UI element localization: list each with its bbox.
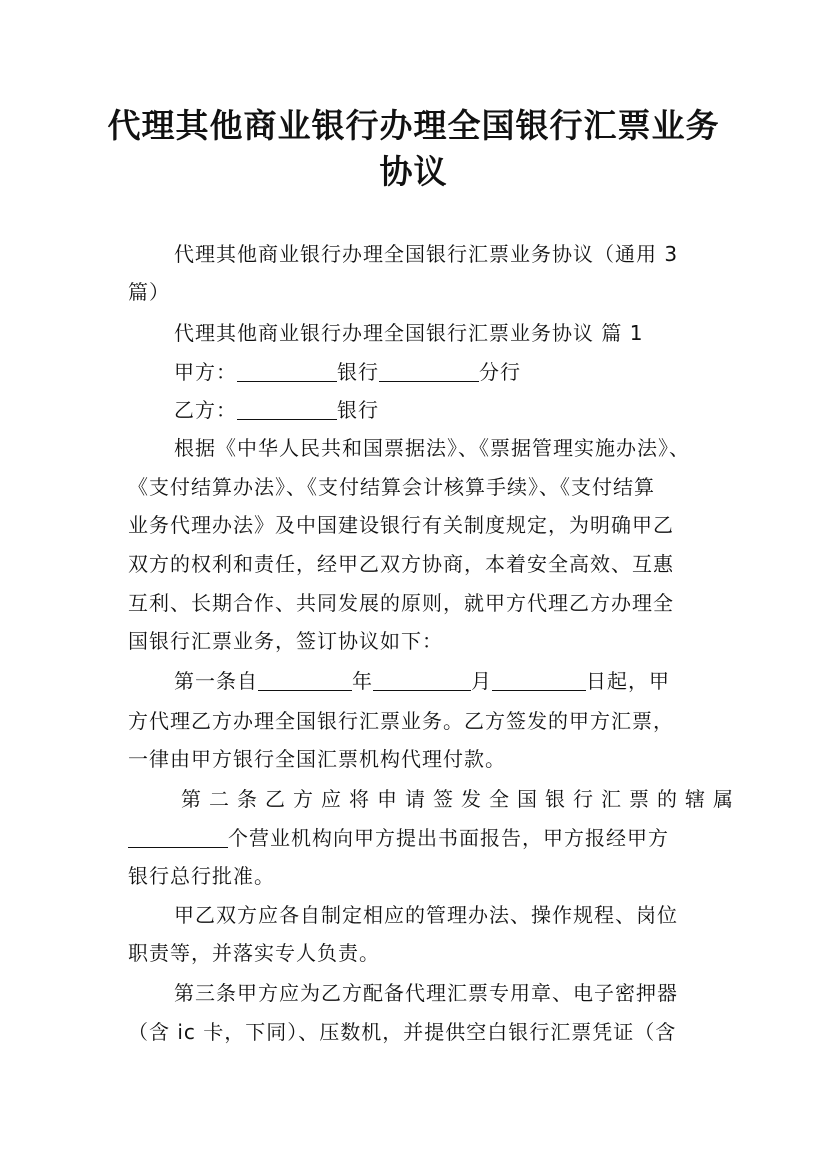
year-blank [258, 670, 352, 691]
party-a-branch-text: 分行 [479, 360, 521, 384]
paragraph-line: 篇） [128, 280, 170, 304]
document-title-line-1: 代理其他商业银行办理全国银行汇票业务 [107, 106, 720, 145]
year-text: 年 [352, 669, 373, 693]
paragraph-line: 方代理乙方办理全国银行汇票业务。乙方签发的甲方汇票， [128, 709, 674, 733]
article-1-line [174, 667, 774, 695]
paragraph-line: 根据《中华人民共和国票据法》、《票据管理实施办法》、 [174, 436, 690, 460]
party-a-bank-text: 银行 [337, 360, 379, 384]
article-2-continuation [128, 824, 728, 852]
party-b-label: 乙方： [174, 398, 237, 422]
paragraph-line: 职责等，并落实专人负责。 [128, 941, 380, 965]
article-2-tail: 个营业机构向甲方提出书面报告，甲方报经甲方 [228, 826, 669, 850]
party-a-label: 甲方： [174, 360, 237, 384]
paragraph-line: 互利、长期合作、共同发展的原则，就甲方代理乙方办理全 [128, 591, 674, 615]
paragraph-line: 一律由甲方银行全国汇票机构代理付款。 [128, 747, 506, 771]
day-text: 日起，甲 [586, 669, 670, 693]
article-1-start: 第一条自 [174, 669, 258, 693]
branch-count-blank [128, 827, 228, 848]
section-heading: 代理其他商业银行办理全国银行汇票业务协议 篇 1 [174, 321, 644, 345]
party-a-bank-blank [237, 361, 337, 382]
paragraph-line: （含 ic 卡，下同）、压数机，并提供空白银行汇票凭证（含 [128, 1020, 677, 1044]
party-b-line [174, 396, 774, 424]
article-3-line: 第三条甲方应为乙方配备代理汇票专用章、电子密押器 [174, 981, 678, 1005]
month-blank [373, 670, 471, 691]
paragraph-line: 《支付结算办法》、《支付结算会计核算手续》、《支付结算 [128, 475, 655, 499]
party-a-branch-blank [379, 361, 479, 382]
paragraph-line: 国银行汇票业务，签订协议如下： [128, 629, 443, 653]
document-title-line-2: 协议 [379, 152, 448, 191]
day-blank [492, 670, 586, 691]
party-b-bank-blank [237, 399, 337, 420]
paragraph-line: 业务代理办法》及中国建设银行有关制度规定，为明确甲乙 [128, 513, 674, 537]
paragraph-line: 双方的权利和责任，经甲乙双方协商，本着安全高效、互惠 [128, 552, 674, 576]
party-a-line [174, 358, 774, 386]
paragraph-line: 甲乙双方应各自制定相应的管理办法、操作规程、岗位 [174, 903, 678, 927]
article-2-line: 第二条乙方应将申请签发全国银行汇票的辖属 [181, 787, 741, 811]
party-b-bank-text: 银行 [337, 398, 379, 422]
month-text: 月 [471, 669, 492, 693]
paragraph-line: 代理其他商业银行办理全国银行汇票业务协议（通用 3 [174, 242, 679, 266]
paragraph-line: 银行总行批准。 [128, 864, 275, 888]
